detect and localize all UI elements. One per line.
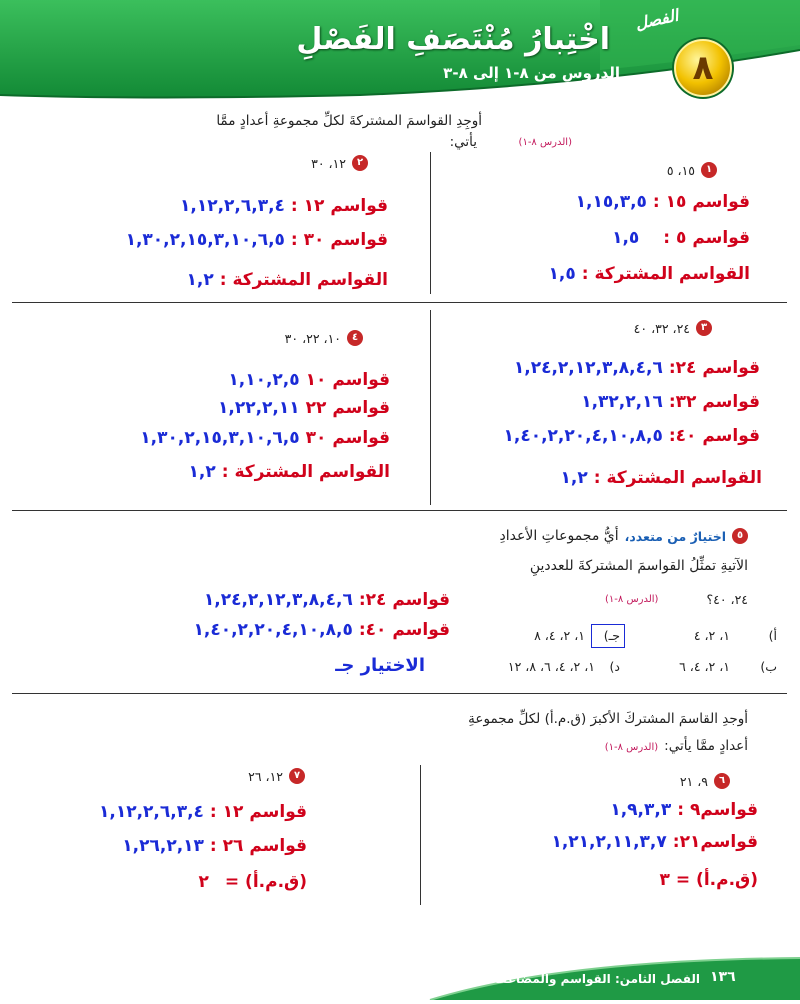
q7-header <box>248 768 305 784</box>
q7-line-2 <box>122 836 307 856</box>
q2-common <box>187 270 388 290</box>
q1-common-label: القواسم المشتركة : <box>581 264 750 284</box>
page-title: اخْتِبارُ مُنْتَصَفِ الفَصْلِ <box>296 22 610 57</box>
q2-number: ٢ <box>352 155 368 171</box>
q6-gcf <box>660 870 759 890</box>
q4-common <box>189 462 390 482</box>
q1-common-value: ١,٥ <box>548 264 576 284</box>
page-subtitle: الدروس من ٨-١ إلى ٨-٣ <box>443 64 620 82</box>
q4-value-3: ١,٣٠,٢,١٥,٣,١٠,٦,٥ <box>140 428 300 448</box>
q4-line-1 <box>228 370 390 390</box>
q1-numbers: ١٥، ٥ <box>666 162 695 178</box>
q3-line-1 <box>514 358 760 378</box>
q3-label-2: قواسم ٣٢: <box>668 392 760 412</box>
grid-hline-3 <box>12 693 787 694</box>
q5-option-b[interactable]: ١، ٢، ٤، ٦ <box>679 659 730 674</box>
q5-numbers: ٢٤، ٤٠؟ <box>706 592 748 607</box>
q1-value-2: ١,٥ <box>612 228 640 248</box>
section1-instruction: أوجِدِ القواسمَ المشتركةَ لكلِّ مجموعةِ أعدادٍ ممَّا <box>216 113 482 129</box>
q5-option-d-letter[interactable]: د) <box>609 659 620 674</box>
q6-line-2 <box>551 832 758 852</box>
q2-numbers: ١٢، ٣٠ <box>311 155 346 171</box>
q3-common-value: ١,٢ <box>560 468 588 488</box>
q6-label-2: قواسم٢١: <box>672 832 758 852</box>
q4-line-2 <box>218 398 390 418</box>
q2-header <box>311 155 368 171</box>
q2-value-2: ١,٣٠,٢,١٥,٣,١٠,٦,٥ <box>125 230 285 250</box>
q2-label-1: قواسم ١٢ : <box>290 196 388 216</box>
q4-common-value: ١,٢ <box>188 462 216 482</box>
q3-value-3: ١,٤٠,٢,٢٠,٤,١٠,٨,٥ <box>503 426 663 446</box>
q3-header <box>634 320 712 336</box>
q7-gcf <box>199 872 308 892</box>
q4-label-1: قواسم ١٠ <box>305 370 390 390</box>
q1-number: ١ <box>701 162 717 178</box>
q7-line-1 <box>99 802 307 822</box>
q6-label-1: قواسم٩ : <box>677 800 758 820</box>
q7-label-2: قواسم ٢٦ : <box>209 836 307 856</box>
q4-numbers: ١٠، ٢٢، ٣٠ <box>284 330 341 346</box>
q7-label-1: قواسم ١٢ : <box>209 802 307 822</box>
q5-option-d[interactable]: ١، ٢، ٤، ٦، ٨، ١٢ <box>507 659 595 674</box>
section1-instruction-cont: يأتي: <box>449 134 477 150</box>
q4-value-2: ١,٢٢,٢,١١ <box>218 398 300 418</box>
q6-line-1 <box>610 800 758 820</box>
q1-label-2: قواسم ٥ : <box>663 228 750 248</box>
q7-value-2: ١,٢٦,٢,١٣ <box>122 836 204 856</box>
q1-line-2 <box>612 228 750 248</box>
q1-header <box>667 162 717 178</box>
q4-label-3: قواسم ٣٠ <box>305 428 390 448</box>
q4-common-label: القواسم المشتركة : <box>221 462 390 482</box>
q6-value-1: ١,٩,٣,٣ <box>610 800 672 820</box>
q2-line-1 <box>180 196 388 216</box>
footer-chapter: الفصل الثامن: القواسم والمضاعفات <box>482 972 700 986</box>
q7-gcf-value: ٢ <box>198 872 209 892</box>
section2-lesson-ref: (الدرس ٨-١) <box>604 742 659 753</box>
section2-instruction-row <box>605 738 748 754</box>
grid-vline-bottom <box>420 765 421 905</box>
q5-label-1: قواسم ٢٤: <box>358 590 450 610</box>
q3-common <box>561 468 762 488</box>
q5-prefix: اختيارٌ من متعدد، <box>624 528 726 544</box>
q5-number: ٥ <box>732 528 748 544</box>
q5-text-2: الآتيةِ تمثِّلُ القواسمَ المشتركةَ للعددينِ <box>529 558 748 574</box>
q6-gcf-value: ٣ <box>659 870 670 890</box>
q3-number: ٣ <box>696 320 712 336</box>
q5-option-c-letter[interactable]: جـ) <box>603 628 620 643</box>
q2-label-2: قواسم ٣٠ : <box>290 230 388 250</box>
q5-value-2: ١,٤٠,٢,٢٠,٤,١٠,٨,٥ <box>193 620 353 640</box>
grid-hline-1 <box>12 302 787 303</box>
chapter-word: الفصل <box>633 5 680 34</box>
q3-label-3: قواسم ٤٠: <box>668 426 760 446</box>
q5-value-1: ١,٢٤,٢,١٢,٣,٨,٤,٦ <box>203 590 353 610</box>
q3-label-1: قواسم ٢٤: <box>668 358 760 378</box>
q1-label-1: قواسم ١٥ : <box>652 192 750 212</box>
q4-number: ٤ <box>347 330 363 346</box>
q5-label-2: قواسم ٤٠: <box>358 620 450 640</box>
q5-numbers-row <box>605 592 748 607</box>
q7-numbers: ١٢، ٢٦ <box>248 768 283 784</box>
q4-line-3 <box>140 428 390 448</box>
q5-option-c[interactable]: ١، ٢، ٤، ٨ <box>534 628 585 643</box>
q7-gcf-label: (ق.م.أ) = <box>224 872 307 892</box>
page-number: ١٣٦ <box>710 969 736 985</box>
q6-value-2: ١,٢١,٢,١١,٣,٧ <box>551 832 667 852</box>
q6-number: ٦ <box>714 773 730 789</box>
q5-text-1: أيُّ مجموعاتِ الأعدادِ <box>499 528 619 544</box>
q3-value-1: ١,٢٤,٢,١٢,٣,٨,٤,٦ <box>513 358 663 378</box>
section2-instruction: أوجدِ القاسمَ المشتركَ الأكبرَ (ق.م.أ) لكلِّ مجموعةِ <box>468 711 748 727</box>
q7-number: ٧ <box>289 768 305 784</box>
grid-vline-mid <box>430 310 431 505</box>
page-footer <box>0 940 800 1000</box>
q6-numbers: ٩، ٢١ <box>679 773 708 789</box>
q5-option-b-letter[interactable]: ب) <box>760 659 777 674</box>
q4-label-2: قواسم ٢٢ <box>305 398 390 418</box>
q5-choice: الاختيار جـ <box>335 655 425 676</box>
section1-lesson-ref: (الدرس ٨-١) <box>518 137 572 148</box>
q2-common-value: ١,٢ <box>186 270 214 290</box>
q5-lesson-ref: (الدرس ٨-١) <box>605 594 659 605</box>
q3-numbers: ٢٤، ٣٢، ٤٠ <box>633 320 690 336</box>
q5-header <box>500 528 748 544</box>
q5-option-a-letter[interactable]: أ) <box>768 628 777 643</box>
q2-common-label: القواسم المشتركة : <box>219 270 388 290</box>
chapter-header <box>0 0 800 100</box>
footer-banner <box>0 940 800 1000</box>
q2-line-2 <box>126 230 388 250</box>
q3-line-2 <box>581 392 760 412</box>
q5-line-2 <box>193 620 450 640</box>
q3-line-3 <box>503 426 760 446</box>
q2-value-1: ١,١٢,٢,٦,٣,٤ <box>180 196 285 216</box>
q4-value-1: ١,١٠,٢,٥ <box>228 370 300 390</box>
q3-common-label: القواسم المشتركة : <box>593 468 762 488</box>
q1-value-1: ١,١٥,٣,٥ <box>575 192 647 212</box>
q5-option-a[interactable]: ١، ٢، ٤ <box>693 628 730 643</box>
grid-vline-top <box>430 152 431 294</box>
q7-value-1: ١,١٢,٢,٦,٣,٤ <box>99 802 204 822</box>
chapter-number-badge: ٨ <box>692 48 714 88</box>
q4-header <box>285 330 363 346</box>
q1-common <box>549 264 750 284</box>
q3-value-2: ١,٣٢,٢,١٦ <box>581 392 663 412</box>
q5-line-1 <box>204 590 450 610</box>
q6-header <box>680 773 730 789</box>
q6-gcf-label: (ق.م.أ) = <box>675 870 758 890</box>
q1-line-1 <box>576 192 750 212</box>
section2-instruction-cont: أعدادٍ ممَّا يأتي: <box>664 738 748 754</box>
grid-hline-2 <box>12 510 787 511</box>
